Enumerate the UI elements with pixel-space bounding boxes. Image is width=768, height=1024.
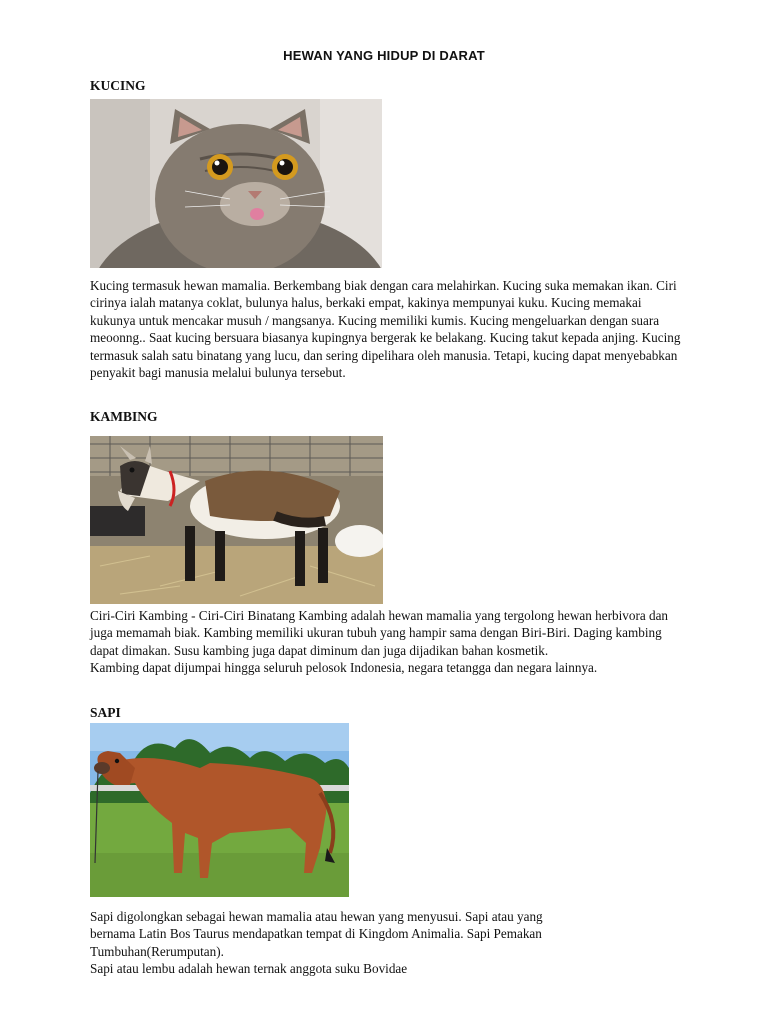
paragraph: Ciri-Ciri Kambing - Ciri-Ciri Binatang Kambing adalah hewan mamalia yang tergolong hewan herbivora dan juga memamah biak. Kambing memiliki ukuran tubuh yang hampir sama dengan Biri-Biri. Daging kambing dapat dimakan. Susu kambing juga dapat diminum dan juga dijadikan bahan kosmetik.: [90, 608, 669, 658]
section-text-kucing: [90, 277, 690, 381]
section-heading-sapi: SAPI: [90, 705, 121, 720]
paragraph: Kucing termasuk hewan mamalia. Berkembang biak dengan cara melahirkan. Kucing suka memakan ikan. Ciri cirinya ialah matanya coklat, bulunya halus, berkaki empat, kakinya mempunyai kuku. Kucing memakai kukunya untuk mencakar musuh / mangsanya. Kucing memiliki kumis. Kucing mengeluarkan dengan suara meoonng.. Saat kucing bersuara biasanya kupingnya bergerak ke belakang. Kucing takut kepada anjing. Kucing termasuk salah satu binatang yang lucu, dan sering dipelihara oleh manusia. Tetapi, kucing dapat menyebabkan penyakit bagi manusia melalui bulunya tersebut.: [90, 278, 681, 381]
paragraph: Sapi atau lembu adalah hewan ternak anggota suku Bovidae: [90, 961, 408, 977]
paragraph: Sapi digolongkan sebagai hewan mamalia atau hewan yang menyusui. Sapi atau yang bernama Latin Bos Taurus mendapatkan tempat di Kingdom Animalia. Sapi Pemakan Tumbuhan(Rerumputan).: [90, 909, 543, 959]
cat-photo: [90, 99, 382, 268]
section-text-kambing: [90, 607, 690, 677]
paragraph: Kambing dapat dijumpai hingga seluruh pelosok Indonesia, negara tetangga dan negara lainnya.: [90, 660, 598, 676]
cow-photo: [90, 723, 349, 897]
section-heading-kucing: KUCING: [90, 78, 146, 93]
goat-photo: [90, 436, 383, 604]
section-heading-kambing: KAMBING: [90, 409, 158, 424]
page-title: HEWAN YANG HIDUP DI DARAT: [283, 48, 485, 63]
section-text-sapi: [90, 908, 560, 978]
